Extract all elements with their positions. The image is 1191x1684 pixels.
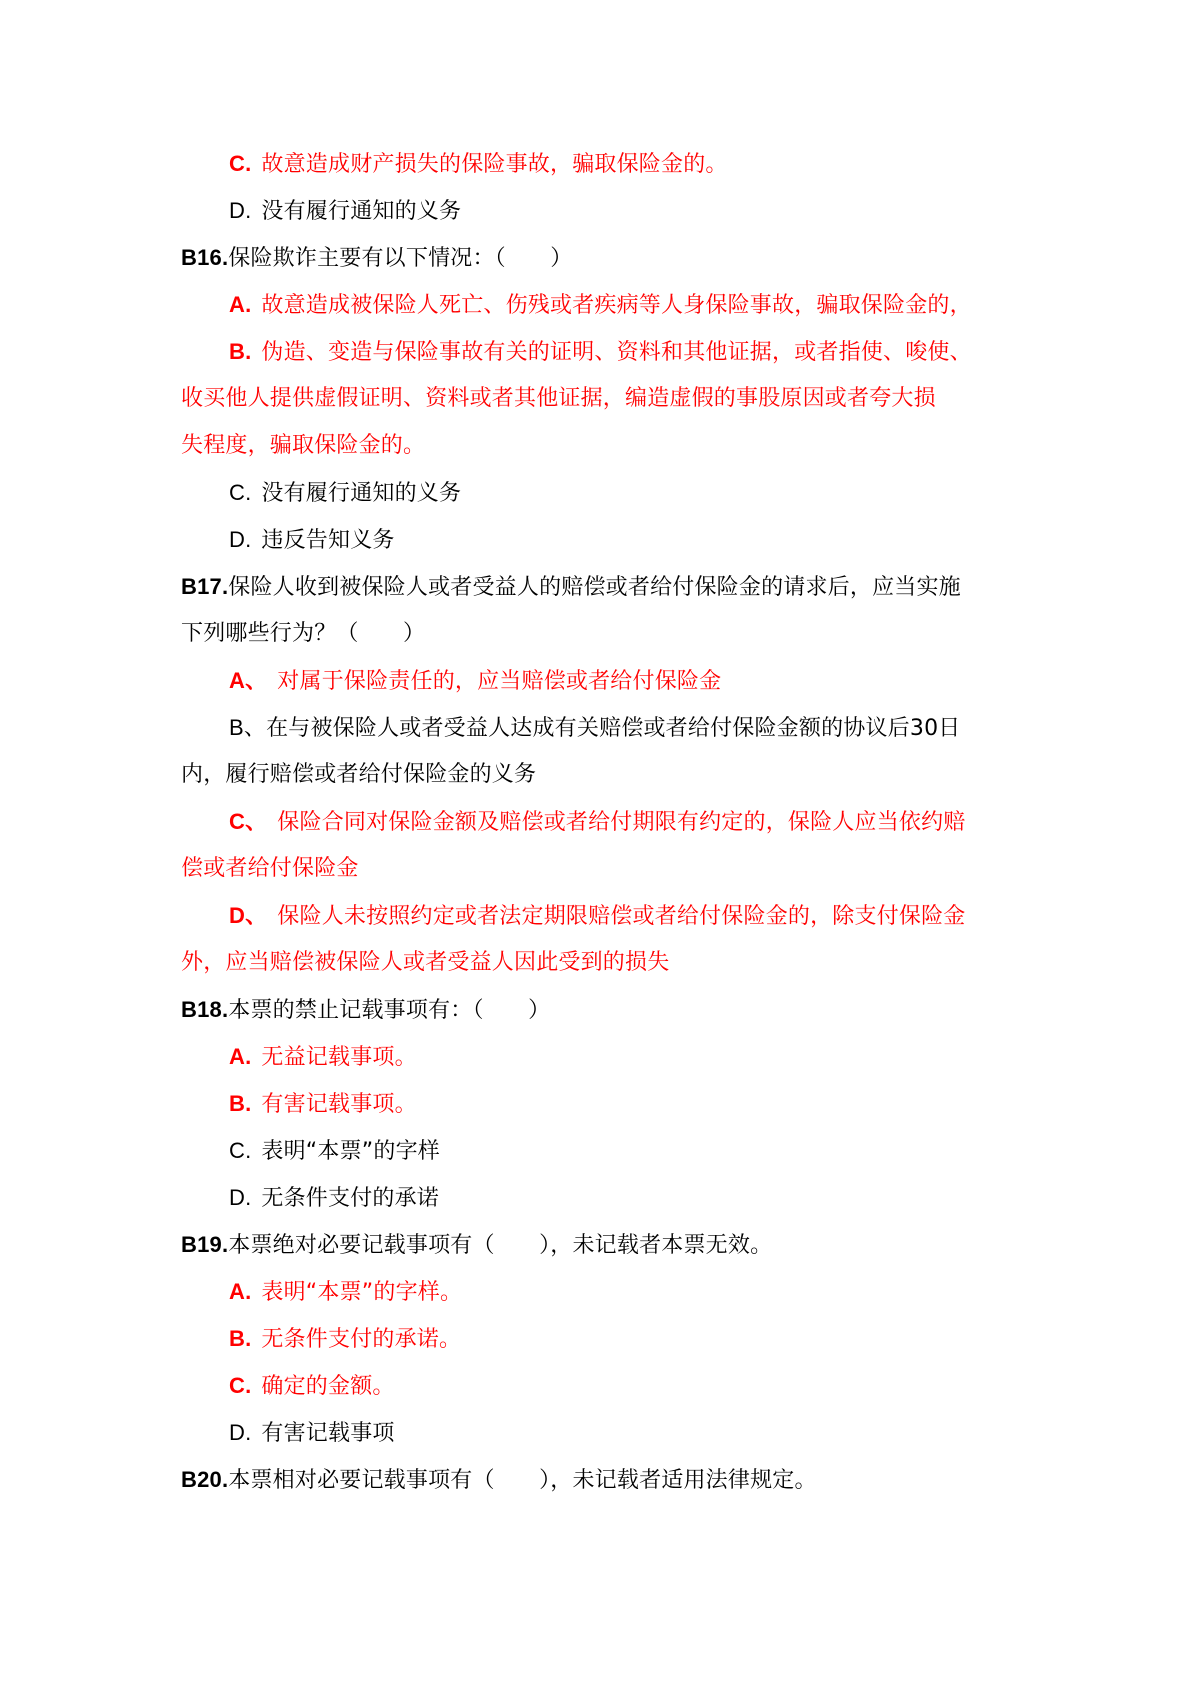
line-text: 本票的禁止记载事项有：（ ） [228, 998, 551, 1023]
question-line [181, 986, 1021, 1033]
option-line [181, 187, 1021, 234]
option-letter: D. [229, 527, 252, 552]
option-line [181, 657, 1021, 704]
line-text: 故意造成财产损失的保险事故，骗取保险金的。 [261, 152, 728, 177]
line-text: 无益记载事项。 [261, 1045, 417, 1070]
option-line [181, 516, 1021, 563]
option-line [181, 1033, 1021, 1080]
option-line [181, 328, 1021, 375]
option-letter: A. [229, 1279, 252, 1304]
text-line [181, 422, 1021, 469]
option-letter: C、 [229, 809, 268, 834]
line-text: 保险人未按照约定或者法定期限赔偿或者给付保险金的，除支付保险金 [277, 904, 966, 929]
option-letter: D、 [229, 903, 268, 928]
option-line [181, 1362, 1021, 1409]
option-letter: B、 [229, 715, 267, 740]
option-line [181, 1268, 1021, 1315]
option-line [181, 140, 1021, 187]
option-letter: A、 [229, 668, 268, 693]
option-line [181, 1409, 1021, 1456]
option-letter: B. [229, 1326, 252, 1351]
option-letter: C. [229, 151, 252, 176]
text-line [181, 375, 1021, 422]
line-text: 下列哪些行为？（ ） [181, 621, 426, 646]
question-line [181, 234, 1021, 281]
line-text: 违反告知义务 [261, 528, 395, 553]
line-text: 没有履行通知的义务 [261, 481, 462, 506]
line-text: 本票相对必要记载事项有（ ），未记载者适用法律规定。 [228, 1468, 817, 1493]
line-text: 失程度，骗取保险金的。 [181, 433, 426, 458]
text-line [181, 845, 1021, 892]
line-text: 保险合同对保险金额及赔偿或者给付期限有约定的，保险人应当依约赔 [277, 810, 966, 835]
question-number: B16. [181, 245, 229, 270]
line-text: 收买他人提供虚假证明、资料或者其他证据，编造虚假的事股原因或者夸大损 [181, 386, 936, 411]
line-text: 外，应当赔偿被保险人或者受益人因此受到的损失 [181, 950, 670, 975]
line-text: 表明“本票”的字样 [261, 1139, 441, 1164]
line-text: 保险人收到被保险人或者受益人的赔偿或者给付保险金的请求后，应当实施 [228, 575, 961, 600]
option-letter: B. [229, 339, 252, 364]
question-number: B20. [181, 1467, 229, 1492]
text-line [181, 939, 1021, 986]
line-text: 有害记载事项。 [261, 1092, 417, 1117]
option-line [181, 1080, 1021, 1127]
option-letter: D. [229, 198, 252, 223]
text-line [181, 751, 1021, 798]
question-line [181, 563, 1021, 610]
question-line [181, 1221, 1021, 1268]
line-text: 保险欺诈主要有以下情况：（ ） [228, 246, 573, 271]
option-letter: A. [229, 292, 252, 317]
line-text: 本票绝对必要记载事项有（ ），未记载者本票无效。 [228, 1233, 773, 1258]
text-line [181, 610, 1021, 657]
line-text: 没有履行通知的义务 [261, 199, 462, 224]
line-text: 有害记载事项 [261, 1421, 395, 1446]
question-number: B17. [181, 574, 229, 599]
option-line [181, 1315, 1021, 1362]
option-line [181, 469, 1021, 516]
option-letter: D. [229, 1420, 252, 1445]
line-text: 表明“本票”的字样。 [261, 1280, 463, 1305]
option-letter: B. [229, 1091, 252, 1116]
line-text: 故意造成被保险人死亡、伤残或者疾病等人身保险事故，骗取保险金的， [261, 293, 972, 318]
line-text: 无条件支付的承诺。 [261, 1327, 462, 1352]
option-line [181, 798, 1021, 845]
option-letter: C. [229, 480, 252, 505]
line-text: 偿或者给付保险金 [181, 856, 359, 881]
option-letter: A. [229, 1044, 252, 1069]
option-line [181, 1174, 1021, 1221]
option-letter: D. [229, 1185, 252, 1210]
line-text: 内，履行赔偿或者给付保险金的义务 [181, 762, 537, 787]
question-number: B19. [181, 1232, 229, 1257]
option-letter: C. [229, 1138, 252, 1163]
line-text: 在与被保险人或者受益人达成有关赔偿或者给付保险金额的协议后30日 [266, 716, 961, 741]
option-line [181, 281, 1021, 328]
option-line [181, 704, 1021, 751]
option-letter: C. [229, 1373, 252, 1398]
line-text: 伪造、变造与保险事故有关的证明、资料和其他证据，或者指使、唆使、 [261, 340, 972, 365]
line-text: 确定的金额。 [261, 1374, 395, 1399]
question-number: B18. [181, 997, 229, 1022]
option-line [181, 1127, 1021, 1174]
question-line [181, 1456, 1021, 1503]
line-text: 对属于保险责任的，应当赔偿或者给付保险金 [277, 669, 722, 694]
document-body [181, 140, 1021, 1503]
option-line [181, 892, 1021, 939]
line-text: 无条件支付的承诺 [261, 1186, 440, 1211]
